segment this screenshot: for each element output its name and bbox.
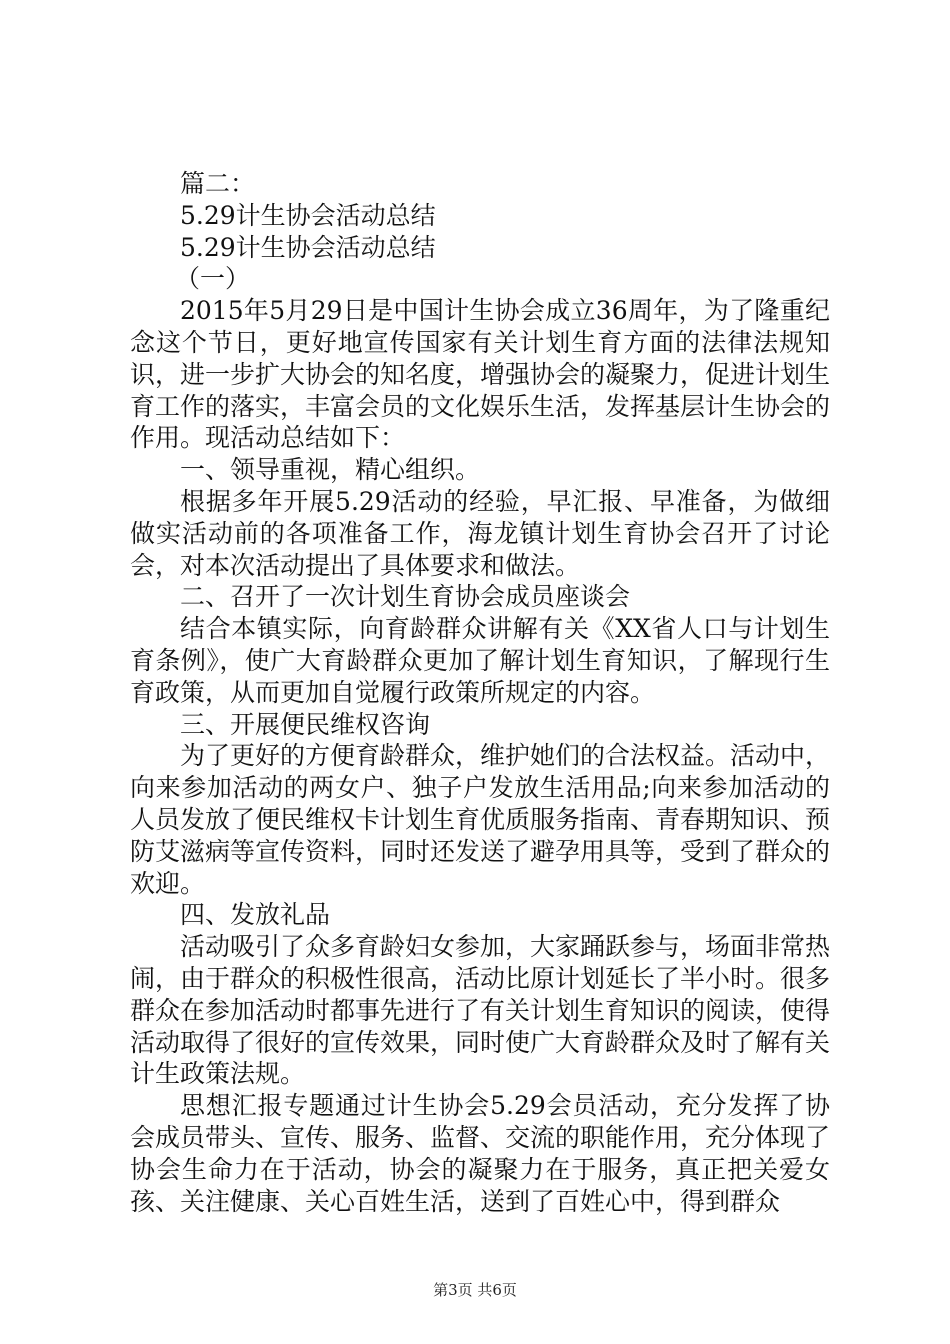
section-heading-1: 一、领导重视，精心组织。: [180, 455, 481, 485]
intro-paragraph: 2015年5月29日是中国计生协会成立36周年，为了隆重纪念这个节日，更好地宣传国家有关计划生育方面的法律法规知识，进一步扩大协会的知名度，增强协会的凝聚力，促进计划生育工作的落实，丰富会员的文化娱乐生活，发挥基层计生协会的作用。现活动总结如下：: [130, 296, 831, 453]
section-body-2: 结合本镇实际，向育龄群众讲解有关《XX省人口与计划生育条例》，使广大育龄群众更加了解计划生育知识，了解现行生育政策，从而更加自觉履行政策所规定的内容。: [130, 614, 830, 707]
document-title-2: 5.29计生协会活动总结: [180, 232, 436, 262]
section-heading-2: 二、召开了一次计划生育协会成员座谈会: [180, 582, 631, 612]
page-footer: 第3页 共6页: [433, 1281, 517, 1299]
section-marker: （一）: [175, 264, 251, 294]
section-body-4: 活动吸引了众多育龄妇女参加，大家踊跃参与，场面非常热闹，由于群众的积极性很高，活动比原计划延长了半小时。很多群众在参加活动时都事先进行了有关计划生育知识的阅读，使得活动取得了很好的宣传效果，同时使广大育龄群众及时了解有关计生政策法规。: [130, 932, 831, 1089]
section-heading-3: 三、开展便民维权咨询: [180, 709, 431, 739]
closing-paragraph: 思想汇报专题通过计生协会5.29会员活动，充分发挥了协会成员带头、宣传、服务、监督、交流的职能作用，充分体现了协会生命力在于活动，协会的凝聚力在于服务，真正把关爱女孩、关注健康、关心百姓生活，送到了百姓心中，得到群众: [130, 1091, 831, 1216]
document-page: [130, 168, 830, 1217]
section-body-1: 根据多年开展5.29活动的经验，早汇报、早准备，为做细做实活动前的各项准备工作，海龙镇计划生育协会召开了讨论会，对本次活动提出了具体要求和做法。: [130, 486, 830, 580]
section-heading-4: 四、发放礼品: [180, 900, 331, 930]
document-title-1: 5.29计生协会活动总结: [180, 200, 436, 230]
section-body-3: 为了更好的方便育龄群众，维护她们的合法权益。活动中，向来参加活动的两女户、独子户发放生活用品;向来参加活动的人员发放了便民维权卡计划生育优质服务指南、青春期知识、预防艾滋病等宣传资料，同时还发送了避孕用具等，受到了群众的欢迎。: [130, 741, 831, 898]
document-label: 篇二：: [180, 169, 256, 198]
